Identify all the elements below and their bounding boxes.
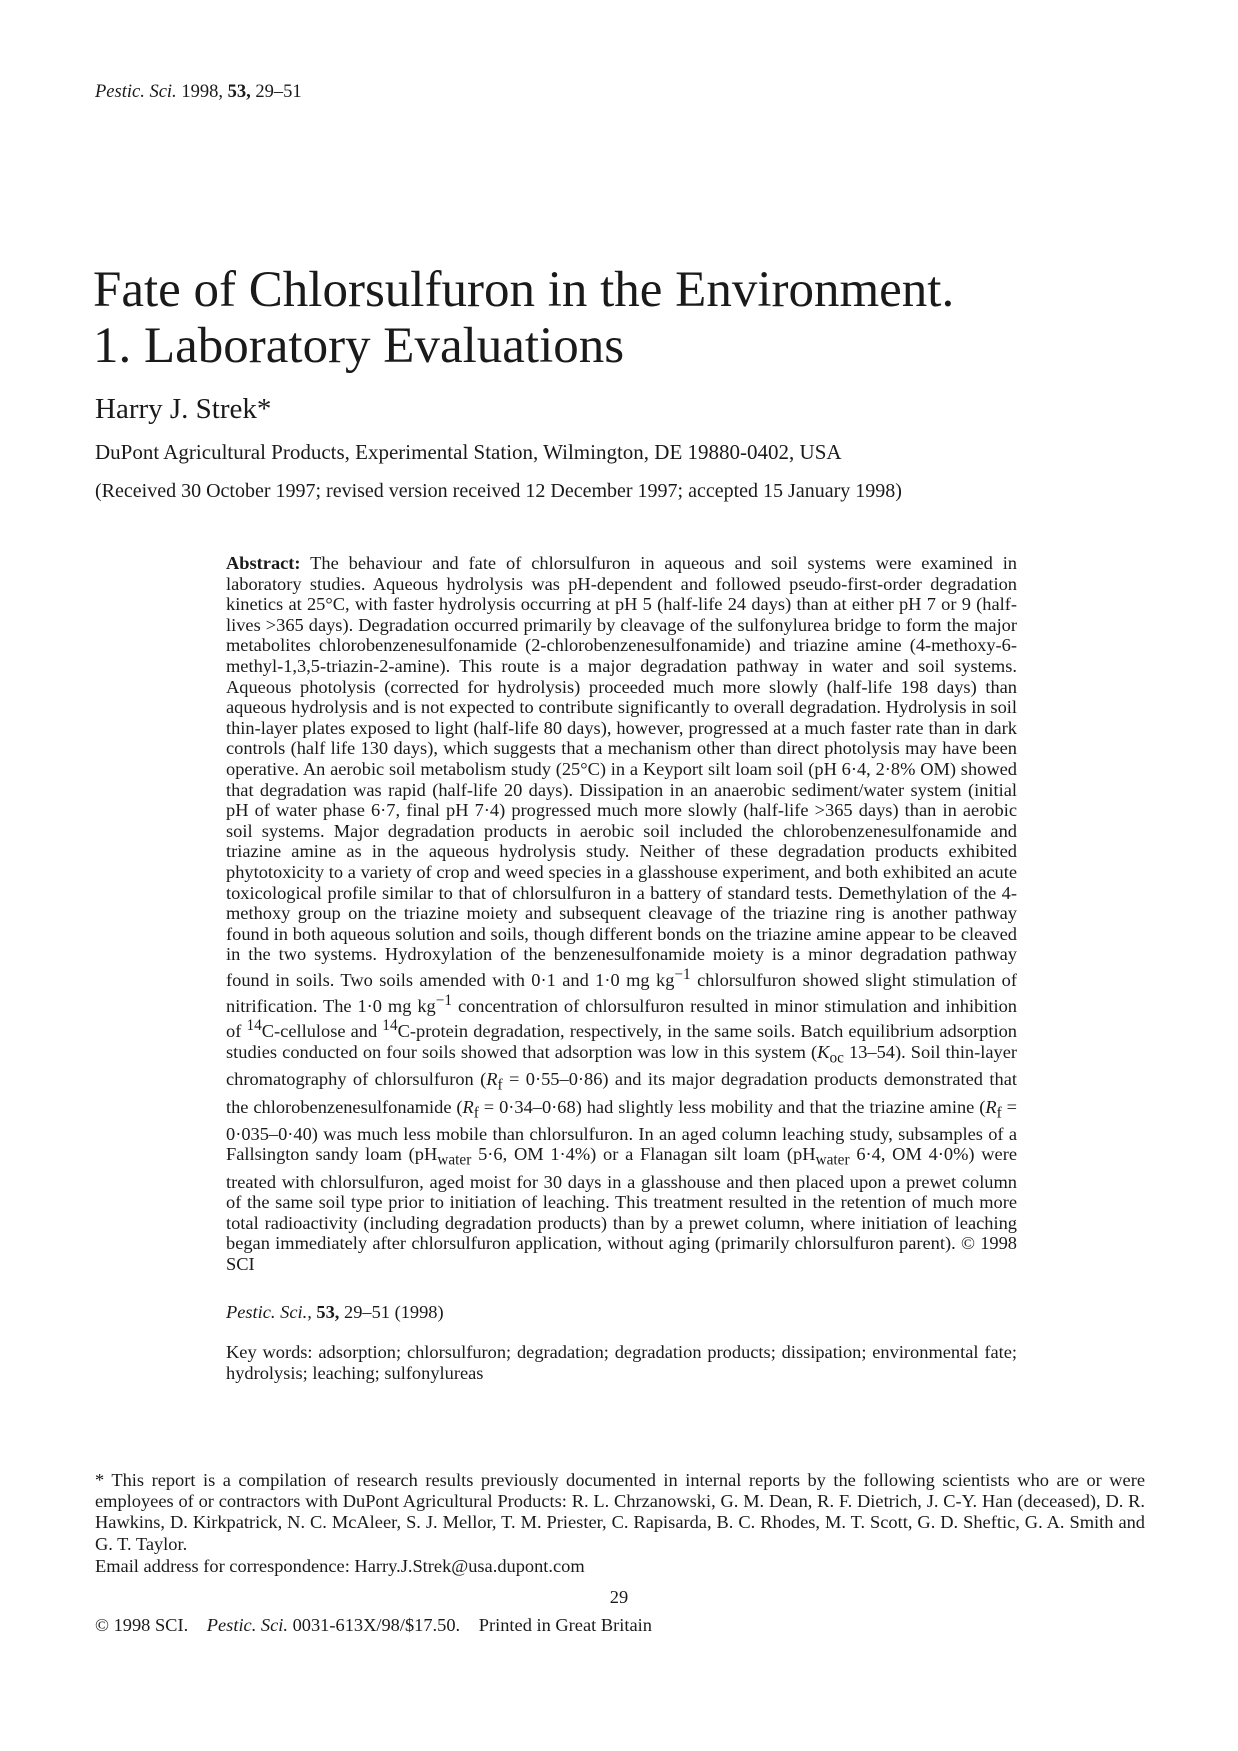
author-footnote: * This report is a compilation of research results previously documented in internal reports by the following scientists who are or were employees of or contractors with DuPont Agricultural Products: R. L. Chrzanowski, G. M. Dean, R. F. Dietrich, J. C-Y. Han (deceased), D. R. Hawkins, D. Kirkpatrick, N. C. McAleer, S. J. Mellor, T. M. Priester, C. Rapisarda, B. C. Rhodes, M. T. Scott, G. D. Sheftic, G. A. Smith and G. T. Taylor. [95, 1470, 1145, 1554]
paper-title [93, 262, 1153, 374]
correspondence-email[interactable]: Email address for correspondence: Harry.J.Strek@usa.dupont.com [95, 1556, 585, 1576]
journal-header [95, 82, 302, 103]
author-name: Harry J. Strek* [95, 393, 272, 425]
footer-printed: Printed in Great Britain [478, 1615, 652, 1635]
journal-year: 1998, [181, 82, 223, 102]
received-dates: (Received 30 October 1997; revised version received 12 December 1997; accepted 15 January 1998) [95, 480, 902, 502]
citation-line [226, 1302, 444, 1323]
journal-pages: 29–51 [255, 82, 302, 102]
abstract: Abstract: The behaviour and fate of chlorsulfuron in aqueous and soil systems were examined in laboratory studies. Aqueous hydrolysis was pH-dependent and followed pseudo-first-order degradation kinetics at 25°C, with faster hydrolysis occurring at pH 5 (half-life 24 days) than at either pH 7 or 9 (half-lives >365 days). Degradation occurred primarily by cleavage of the sulfonylurea bridge to form the major metabolites chlorobenzenesulfonamide (2-chlorobenzenesulfonamide) and triazine amine (4-methoxy-6-methyl-1,3,5-triazin-2-amine). This route is a major degradation pathway in water and soil systems. Aqueous photolysis (corrected for hydrolysis) proceeded much more slowly (half-life 198 days) than aqueous hydrolysis and is not expected to contribute significantly to overall degradation. Hydrolysis in soil thin-layer plates exposed to light (half-life 80 days), however, progressed at a much faster rate than in dark controls (half life 130 days), which suggests that a mechanism other than direct photolysis may have been operative. An aerobic soil metabolism study (25°C) in a Keyport silt loam soil (pH 6·4, 2·8% OM) showed that degradation was rapid (half-life 20 days). Dissipation in an anaerobic sediment/water system (initial pH of water phase 6·7, final pH 7·4) progressed much more slowly (half-life >365 days) than in aerobic soil systems. Major degradation products in aerobic soil included the chlorobenzenesulfonamide and triazine amine as in the aqueous hydrolysis study. Neither of these degradation products exhibited phytotoxicity to a variety of crop and weed species in a glasshouse experiment, and both exhibited an acute toxicological profile similar to that of chlorsulfuron in a battery of standard tests. Demethylation of the 4-methoxy group on the triazine moiety and subsequent cleavage of the triazine ring is another pathway found in both aqueous solution and soils, though different bonds on the triazine amine appear to be cleaved in the two systems. Hydroxylation of the benzenesulfonamide moiety is a minor degradation pathway found in soils. Two soils amended with 0·1 and 1·0 mg $kg^{-1}$ chlorsulfuron showed slight stimulation of nitrification. The 1·0 mg $kg^{-1}$ concentration of chlorsulfuron resulted in minor stimulation and inhibition of $^{14}$C-cellulose and $^{14}$C-protein degradation, respectively, in the same soils. Batch equilibrium adsorption studies conducted on four soils showed that adsorption was low in this system ($K_{oc}$ 13–54). Soil thin-layer chromatography of chlorsulfuron $(R_f = 0\cdot 55-0\cdot 86)$ and its major degradation products demonstrated that the chlorobenzenesulfonamide $(R_f = 0\cdot 34-0\cdot 68)$ had slightly less mobility and that the triazine amine $(R_f = 0\cdot 035-0\cdot 40)$ was much less mobile than chlorsulfuron. In an aged column leaching study, subsamples of a Fallsington sandy loam ($pH_{water}$ 5·6, OM 1·4%) or a Flanagan silt loam ($pH_{water}$ 6·4, OM 4·0%) were treated with chlorsulfuron, aged moist for 30 days in a glasshouse and then placed upon a prewet column of the same soil type prior to initiation of leaching. This treatment resulted in the retention of much more total radioactivity (including degradation products) than by a prewet column, where initiation of leaching began immediately after chlorsulfuron application, without aging (primarily chlorsulfuron parent). © 1998 SCI [226, 553, 1018, 1275]
abstract-label: Abstract: [226, 553, 301, 573]
keywords: Key words: adsorption; chlorsulfuron; degradation; degradation products; dissipation; environmental fate; hydrolysis; leaching; sulfonylureas [226, 1342, 1017, 1383]
page-number: 29 [609, 1587, 629, 1607]
citation-pages: 29–51 (1998) [344, 1302, 444, 1322]
title-line-1: Fate of Chlorsulfuron in the Environment. [93, 262, 955, 318]
journal-abbrev: Pestic. Sci. [95, 82, 177, 102]
page-footer [95, 1615, 666, 1636]
title-line-2: 1. Laboratory Evaluations [93, 318, 625, 374]
journal-volume: 53, [227, 82, 251, 102]
citation-volume: 53, [316, 1302, 340, 1322]
author-affiliation: DuPont Agricultural Products, Experimental Station, Wilmington, DE 19880-0402, USA [95, 440, 842, 464]
footer-journal: Pestic. Sci. [206, 1615, 288, 1635]
footer-issn: 0031-613X/98/$17.50. [292, 1615, 461, 1635]
footer-copyright: © 1998 SCI. [95, 1615, 189, 1635]
citation-journal: Pestic. Sci., [226, 1302, 312, 1322]
